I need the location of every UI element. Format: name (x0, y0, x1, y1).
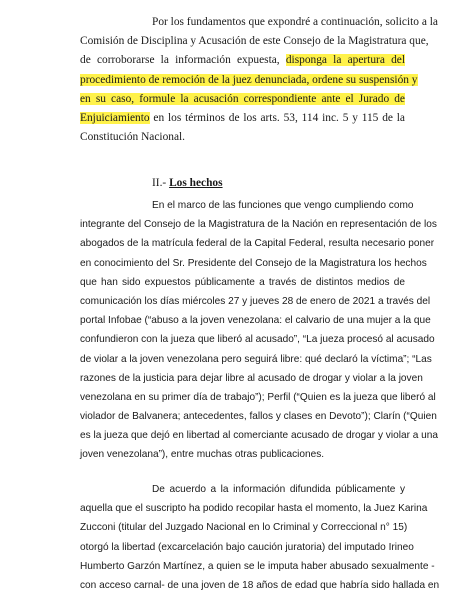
closing-line: Zucconi (titular del Juzgado Nacional en lo Criminal y Correccional n° 15) (80, 522, 408, 534)
intro-line: Constitución Nacional. (80, 131, 186, 144)
highlighted-text: procedimiento de remoción de la juez denunciada, ordene su suspensión y (80, 73, 418, 86)
section-title: Los hechos (169, 177, 223, 189)
intro-line (80, 71, 418, 90)
section-heading (152, 177, 223, 189)
facts-line: abogados de la matrícula federal de la Capital Federal, resulta necesario poner (80, 238, 435, 250)
facts-line: que han sido expuestos públicamente a través de distintos medios de (80, 276, 405, 288)
closing-line: otorgó la libertad (excarcelación bajo caución juratoria) del imputado Irineo (80, 541, 414, 553)
facts-line: de violar a la joven venezolana pero seguirá libre: qué declaró la víctima”; “Las (80, 353, 432, 365)
intro-text: de corroborarse la información expuesta, (80, 54, 286, 67)
closing-line: Humberto Garzón Martínez, a quien se le imputa haber abusado sexualmente - (80, 560, 435, 572)
intro-text: en los términos de los arts. 53, 114 inc. 5 y 115 de la (149, 111, 405, 124)
highlighted-text: Enjuiciamiento (80, 111, 150, 124)
facts-line: joven venezolana”), entre muchas otras publicaciones. (80, 449, 325, 461)
facts-line: integrante del Consejo de la Magistratura de la Nación en representación de los (80, 219, 437, 231)
facts-line: es la jueza que dejó en libertad al comerciante acusado de drogar y violar a una (80, 430, 438, 442)
closing-line: con acceso carnal- de una joven de 18 años de edad que habría sido hallada en (80, 579, 440, 591)
highlighted-text: disponga la apertura del (285, 54, 405, 67)
closing-paragraph (80, 480, 440, 595)
facts-paragraph (80, 196, 438, 465)
intro-line (80, 90, 405, 109)
facts-line: comunicación los días miércoles 27 y jueves 28 de enero de 2021 a través del (80, 295, 431, 307)
closing-line: aquella que el suscripto ha podido recopilar hasta el momento, la Juez Karina (80, 503, 428, 515)
intro-line: Por los fundamentos que expondré a continuación, solicito a la (152, 16, 438, 28)
closing-line: De acuerdo a la información difundida públicamente y (152, 484, 405, 495)
facts-line: venezolana en su primer día de trabajo”); Perfil (“Quien es la jueza que liberó al (80, 391, 436, 403)
facts-line: portal Infobae (“abuso a la joven venezolana: el calvario de una mujer a la que (80, 315, 431, 327)
facts-line: confundieron con la jueza que liberó al acusado”, “La jueza procesó al acusado (80, 334, 435, 346)
intro-line (80, 109, 405, 128)
intro-line (80, 51, 405, 70)
intro-paragraph (80, 13, 438, 147)
intro-line: Comisión de Disciplina y Acusación de este Consejo de la Magistratura que, (80, 35, 429, 48)
facts-line: en conocimiento del Sr. Presidente del Consejo de la Magistratura los hechos (80, 257, 427, 269)
facts-line: En el marco de las funciones que vengo cumpliendo como (152, 200, 414, 211)
section-number: II.- (152, 177, 170, 189)
facts-line: razones de la justicia para dejar libre al acusado de drogar y violar a la joven (80, 372, 423, 384)
highlighted-text: en su caso, formule la acusación correspondiente ante el Jurado de (80, 92, 405, 105)
facts-line: violador de Balvanera; antecedentes, fallos y clases en Devoto”); Clarín (“Quien (80, 411, 437, 423)
